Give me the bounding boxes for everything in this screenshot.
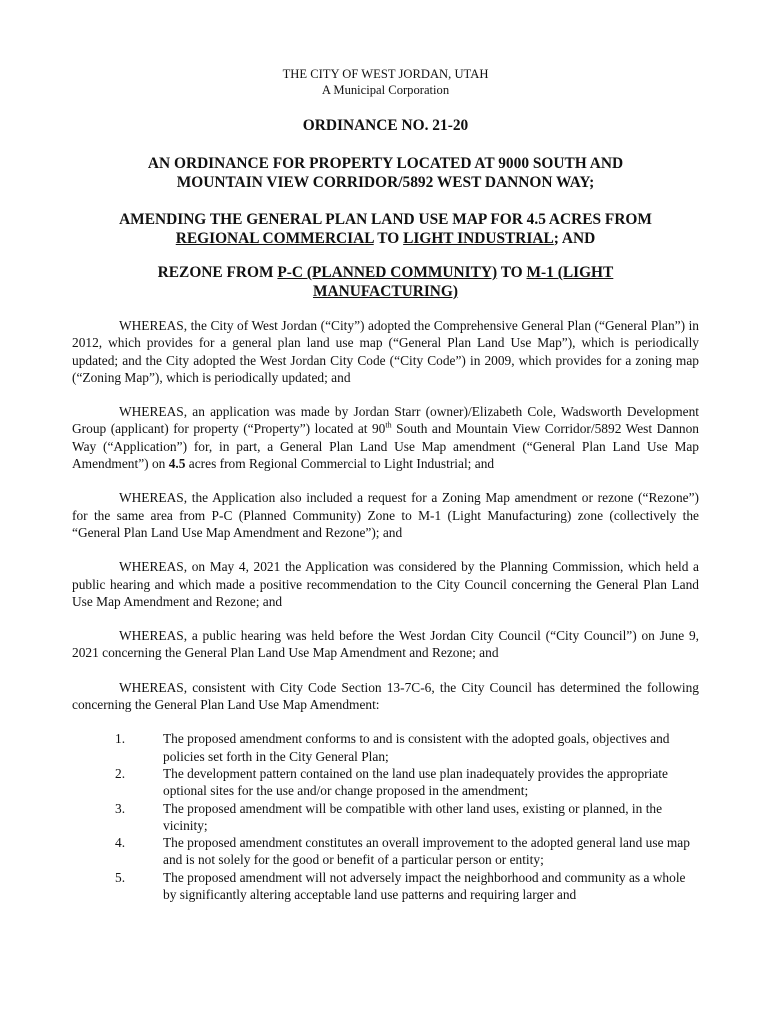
to-land-use: LIGHT INDUSTRIAL xyxy=(403,230,554,247)
whereas-2-part3: acres from Regional Commercial to Light Industrial; and xyxy=(185,456,495,472)
findings-list xyxy=(72,730,699,903)
list-item xyxy=(72,834,699,869)
to-zone-start: M-1 (LIGHT xyxy=(526,264,614,281)
whereas-paragraph-6: WHEREAS, consistent with City Code Section 13-7C-6, the City Council has determined the following concerning the General Plan Land Use Map Amendment: xyxy=(72,679,699,713)
list-item-text: The proposed amendment conforms to and is consistent with the adopted goals, objectives and policies set forth in the City General Plan; xyxy=(163,731,670,764)
list-item-text: The development pattern contained on the land use plan inadequately provides the appropriate optional sites for the use and/or change proposed in the amendment; xyxy=(163,765,668,799)
title-amendment-line1: AMENDING THE GENERAL PLAN LAND USE MAP FOR 4.5 ACRES FROM xyxy=(119,211,652,228)
title-rezone xyxy=(72,263,699,301)
list-item-number: 3. xyxy=(115,800,126,816)
title-property xyxy=(72,154,699,192)
whereas-paragraph-5: WHEREAS, a public hearing was held before the West Jordan City Council (“City Council”) on June 9, 2021 concerning the General Plan Land Use Map Amendment and Rezone; and xyxy=(72,628,699,661)
title-amendment-line2 xyxy=(72,229,699,248)
list-item xyxy=(72,730,699,765)
to-word: TO xyxy=(377,230,400,247)
rezone-prefix: REZONE FROM xyxy=(157,264,274,281)
document-header xyxy=(72,66,699,98)
list-item xyxy=(72,869,699,904)
from-zone: P-C (PLANNED COMMUNITY) xyxy=(277,264,498,281)
list-item-number: 2. xyxy=(115,765,126,781)
rezone-to-word: TO xyxy=(500,264,523,281)
list-item xyxy=(72,765,699,800)
corporation-line: A Municipal Corporation xyxy=(321,83,450,97)
whereas-2-part1: WHEREAS, an application was made by Jordan Starr (owner)/Elizabeth Cole, Wadsworth Development Group (applicant) for property (“Property”) located at 90 xyxy=(72,404,699,437)
whereas-paragraph-1: WHEREAS, the City of West Jordan (“City”) adopted the Comprehensive General Plan (“General Plan”) in 2012, which provides for a general plan land use map (“General Plan Land Use Map”), which is periodically updated; and the City adopted the West Jordan City Code (“City Code”) in 2009, which provides for a zoning map (“Zoning Map”), which is periodically updated; and xyxy=(72,318,699,385)
list-item-number: 5. xyxy=(115,869,126,885)
list-item-number: 4. xyxy=(115,835,126,851)
from-land-use: REGIONAL COMMERCIAL xyxy=(175,230,374,247)
title-property-line1: AN ORDINANCE FOR PROPERTY LOCATED AT 9000 SOUTH AND xyxy=(147,155,624,172)
ordinal-suffix: th xyxy=(385,421,392,431)
whereas-2-part2: South and Mountain View Corridor/5892 West Dannon Way (“Application”) for, in part, a General Plan Land Use Map amendment (“General Plan Land Use Map Amendment”) on xyxy=(72,421,700,472)
to-zone-end: MANUFACTURING) xyxy=(312,283,459,300)
list-item-text: The proposed amendment will be compatible with other land uses, existing or planned, in the vicinity; xyxy=(163,800,663,833)
ordinance-number: ORDINANCE NO. 21-20 xyxy=(302,117,469,134)
title-amendment-end: ; AND xyxy=(553,230,596,247)
list-item xyxy=(72,800,699,835)
whereas-paragraph-2 xyxy=(72,403,699,472)
whereas-paragraph-3: WHEREAS, the Application also included a request for a Zoning Map amendment or rezone (“Rezone”) for the same area from P-C (Planned Community) Zone to M-1 (Light Manufacturing) zone (collectively the “General Plan Land Use Map Amendment and Rezone”); and xyxy=(72,490,699,540)
city-name: THE CITY OF WEST JORDAN, UTAH xyxy=(282,67,489,81)
document-page xyxy=(72,66,699,903)
acreage-value: 4.5 xyxy=(168,456,186,472)
title-amendment xyxy=(72,210,699,248)
list-item-text: The proposed amendment will not adversely impact the neighborhood and community as a whole by significantly altering acceptable land use patterns and requiring larger and xyxy=(163,869,686,903)
list-item-number: 1. xyxy=(115,731,126,747)
list-item-text: The proposed amendment constitutes an overall improvement to the adopted general land use map and is not solely for the good or benefit of a particular person or entity; xyxy=(163,835,690,868)
title-property-line2: MOUNTAIN VIEW CORRIDOR/5892 WEST DANNON WAY; xyxy=(176,174,595,191)
whereas-paragraph-4: WHEREAS, on May 4, 2021 the Application was considered by the Planning Commission, which held a public hearing and which made a positive recommendation to the City Council concerning the General Plan Land Use Map Amendment and Rezone; and xyxy=(72,559,699,609)
title-rezone-line1 xyxy=(72,263,699,282)
